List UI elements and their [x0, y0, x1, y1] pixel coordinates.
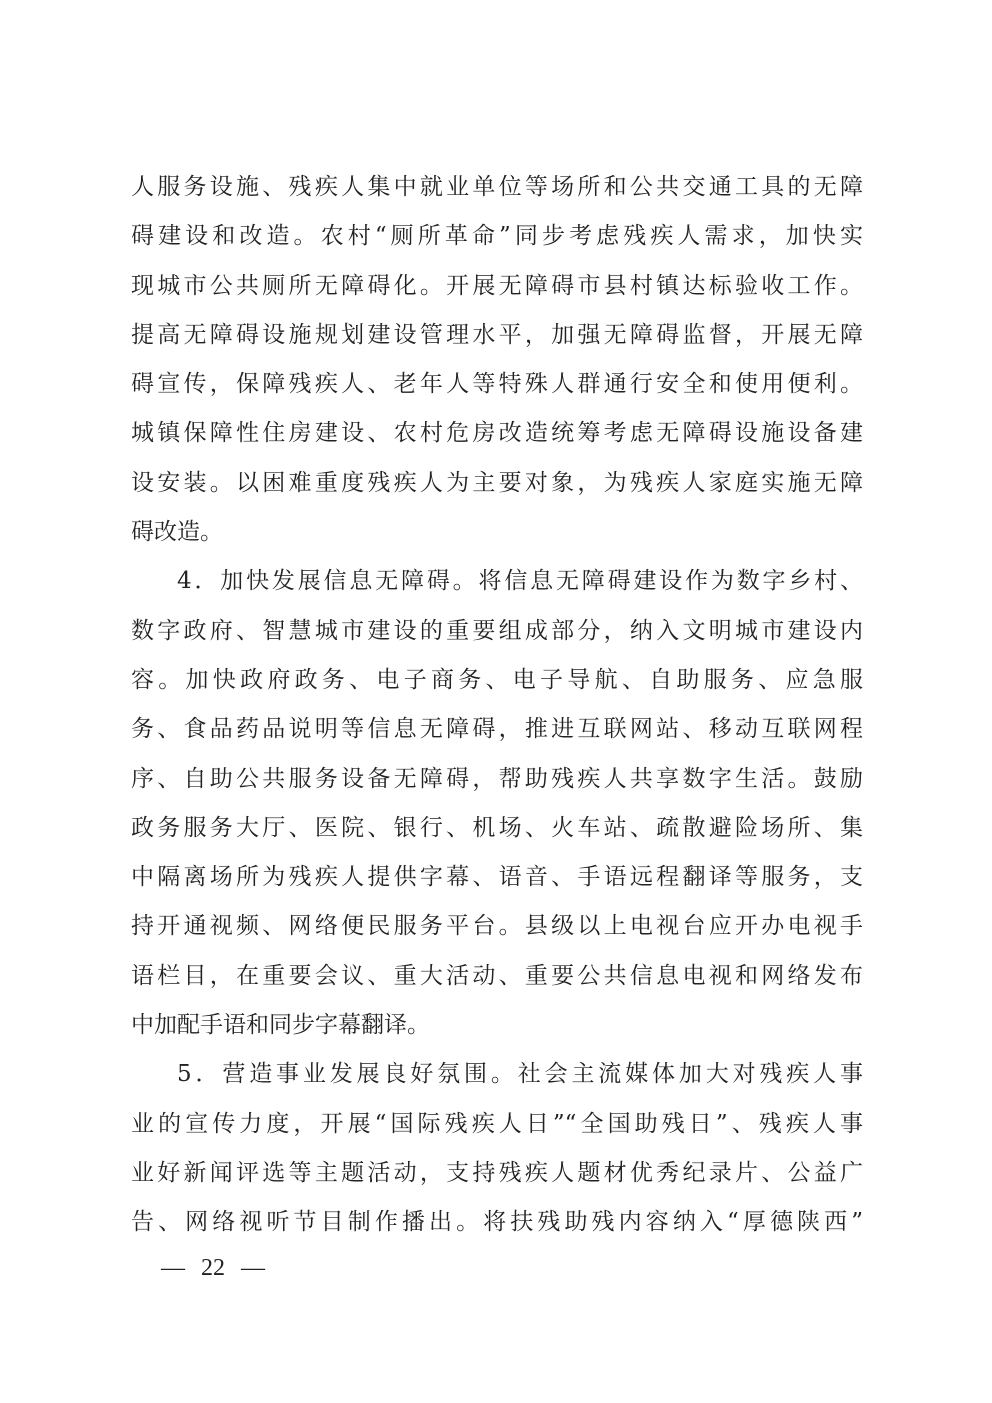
text-line: 现城市公共厕所无障碍化。开展无障碍市县村镇达标验收工作。 — [131, 272, 863, 299]
text-line: 政务服务大厅、医院、银行、机场、火车站、疏散避险场所、集 — [131, 814, 863, 841]
text-line: 数字政府、智慧城市建设的重要组成部分，纳入文明城市建设内 — [131, 617, 863, 644]
section-heading-line: 5．营造事业发展良好氛围。社会主流媒体加大对残疾人事 — [177, 1061, 863, 1088]
body-text — [131, 163, 863, 1248]
text-line: 务、食品药品说明等信息无障碍，推进互联网站、移动互联网程 — [131, 716, 863, 743]
text-line: 碍改造。 — [131, 519, 223, 546]
footer-dash-right: — — [241, 1255, 265, 1281]
text-line: 业的宣传力度，开展“国际残疾人日”“全国助残日”、残疾人事 — [131, 1110, 863, 1137]
text-line: 中隔离场所为残疾人提供字幕、语音、手语远程翻译等服务，支 — [131, 864, 863, 891]
text-line: 城镇保障性住房建设、农村危房改造统筹考虑无障碍设施设备建 — [131, 420, 863, 447]
text-line: 提高无障碍设施规划建设管理水平，加强无障碍监督，开展无障 — [131, 321, 863, 348]
text-line: 设安装。以困难重度残疾人为主要对象，为残疾人家庭实施无障 — [131, 469, 863, 496]
text-line: 告、网络视听节目制作播出。将扶残助残内容纳入“厚德陕西” — [131, 1209, 863, 1236]
text-line: 序、自助公共服务设备无障碍，帮助残疾人共享数字生活。鼓励 — [131, 765, 863, 792]
page-number: 22 — [201, 1255, 225, 1281]
text-line: 碍建设和改造。农村“厕所革命”同步考虑残疾人需求，加快实 — [131, 223, 863, 250]
page-footer — [151, 1255, 275, 1282]
section-heading-line: 4．加快发展信息无障碍。将信息无障碍建设作为数字乡村、 — [177, 568, 863, 595]
text-line: 碍宣传，保障残疾人、老年人等特殊人群通行安全和使用便利。 — [131, 371, 863, 398]
text-line: 中加配手语和同步字幕翻译。 — [131, 1012, 430, 1039]
text-line: 容。加快政府政务、电子商务、电子导航、自助服务、应急服 — [131, 666, 863, 693]
text-line: 持开通视频、网络便民服务平台。县级以上电视台应开办电视手 — [131, 913, 863, 940]
footer-dash-left: — — [161, 1255, 185, 1281]
text-line: 语栏目，在重要会议、重大活动、重要公共信息电视和网络发布 — [131, 962, 863, 989]
text-line: 业好新闻评选等主题活动，支持残疾人题材优秀纪录片、公益广 — [131, 1159, 863, 1186]
text-line: 人服务设施、残疾人集中就业单位等场所和公共交通工具的无障 — [131, 174, 863, 200]
